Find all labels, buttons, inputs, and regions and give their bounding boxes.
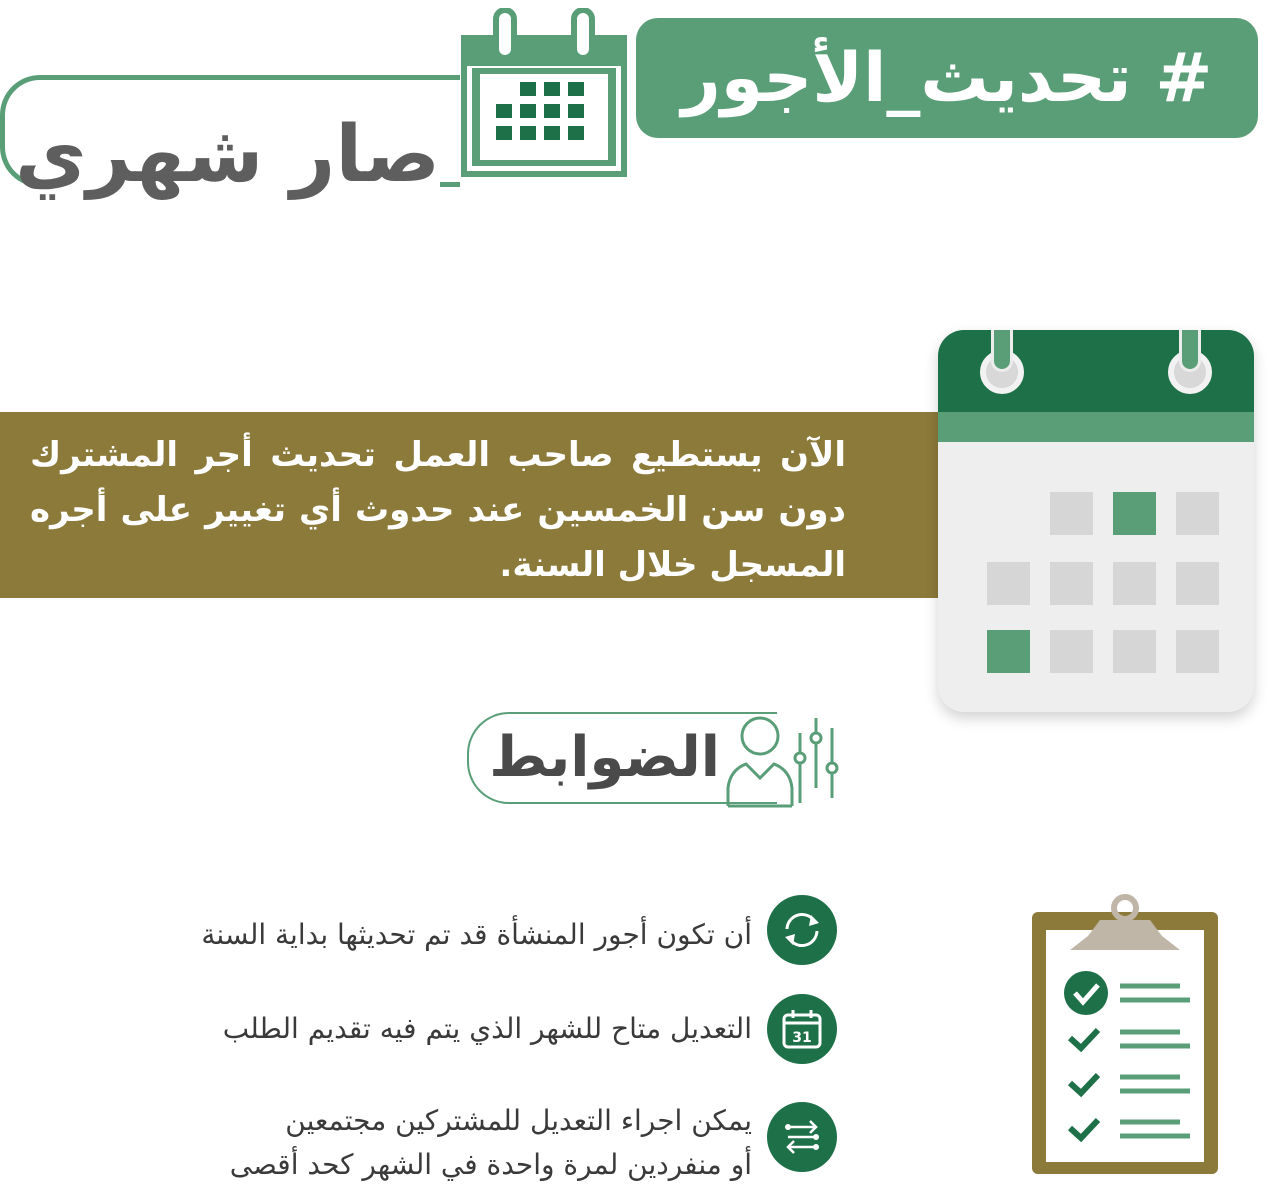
rule-text-3-line1: يمكن اجراء التعديل للمشتركين مجتمعين — [285, 1104, 752, 1137]
calendar-day-number: 31 — [792, 1030, 812, 1046]
rule-text-1: أن تكون أجور المنشأة قد تم تحديثها بداية السنة — [201, 918, 752, 951]
checklist-clipboard-icon — [1030, 890, 1220, 1175]
hashtag-title: # تحديث_الأجور — [681, 38, 1213, 118]
calendar-31-icon — [767, 994, 837, 1064]
subtitle: صار شهري — [30, 100, 440, 210]
transfer-arrows-icon — [767, 1102, 837, 1172]
person-settings-icon — [720, 708, 840, 808]
rule-text-2: التعديل متاح للشهر الذي يتم فيه تقديم الطلب — [222, 1012, 752, 1045]
big-calendar-illustration — [938, 330, 1254, 712]
header-calendar-icon — [458, 8, 630, 180]
intro-text: الآن يستطيع صاحب العمل تحديث أجر المشترك دون سن الخمسين عند حدوث أي تغيير على أجره المسجل خلال السنة. — [30, 435, 846, 585]
hashtag-badge — [636, 18, 1258, 138]
rule-text-3-line2: أو منفردين لمرة واحدة في الشهر كحد أقصى — [229, 1148, 752, 1181]
refresh-icon — [767, 895, 837, 965]
constraints-title: الضوابط — [489, 725, 720, 790]
